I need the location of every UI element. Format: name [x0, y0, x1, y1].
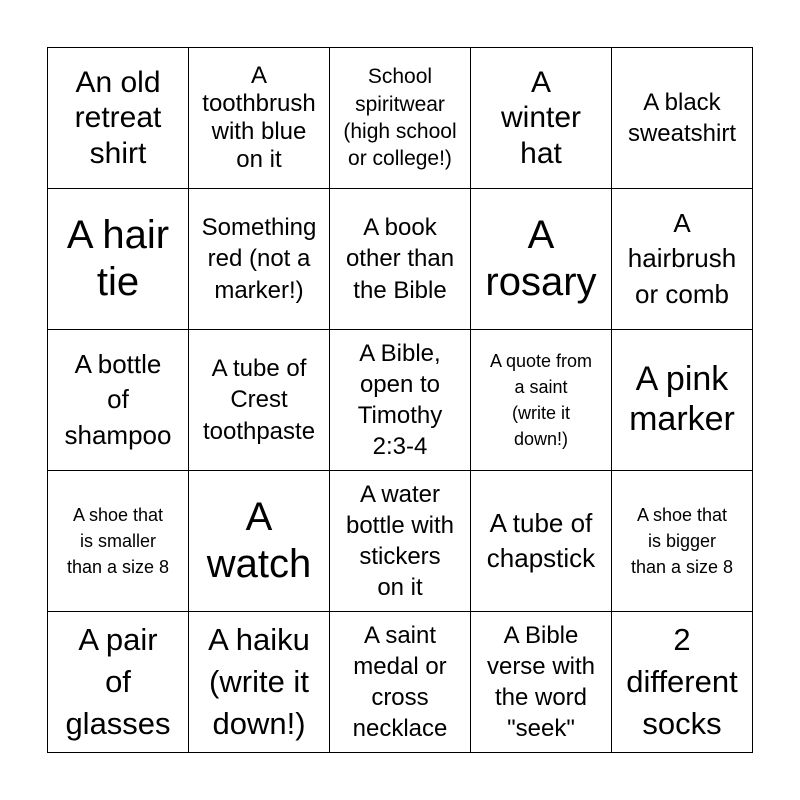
cell-text: A hairbrush or comb: [627, 208, 737, 309]
cell-text: A quote from a saint (write it down!): [489, 350, 593, 450]
cell-text: A rosary: [485, 213, 597, 304]
bingo-cell[interactable]: [471, 189, 612, 330]
bingo-cell[interactable]: [612, 48, 753, 189]
cell-text: 2 different socks: [626, 622, 738, 741]
cell-text: A saint medal or cross necklace: [352, 621, 448, 743]
bingo-cell[interactable]: [612, 330, 753, 471]
cell-text: A pair of glasses: [65, 622, 171, 741]
bingo-cell[interactable]: [612, 612, 753, 753]
bingo-cell[interactable]: [189, 330, 330, 471]
bingo-cell[interactable]: [471, 48, 612, 189]
cell-text: A watch: [206, 495, 312, 586]
cell-text: A haiku (write it down!): [208, 622, 310, 741]
bingo-cell[interactable]: [612, 189, 753, 330]
bingo-cell[interactable]: [48, 48, 189, 189]
bingo-cell[interactable]: [189, 471, 330, 612]
bingo-cell[interactable]: [48, 189, 189, 330]
cell-text: A book other than the Bible: [345, 214, 455, 304]
cell-text: A Bible verse with the word "seek": [486, 621, 596, 743]
cell-text: An old retreat shirt: [74, 66, 162, 170]
cell-text: A shoe that is bigger than a size 8: [630, 504, 734, 578]
bingo-cell[interactable]: [471, 330, 612, 471]
cell-text: A winter hat: [500, 66, 582, 170]
cell-text: A tube of chapstick: [486, 507, 596, 573]
bingo-cell[interactable]: [330, 189, 471, 330]
bingo-cell[interactable]: [48, 471, 189, 612]
bingo-cell[interactable]: [48, 612, 189, 753]
cell-text: A tube of Crest toothpaste: [202, 355, 316, 445]
cell-text: A black sweatshirt: [627, 88, 737, 147]
bingo-cell[interactable]: [612, 471, 753, 612]
bingo-cell[interactable]: [189, 48, 330, 189]
bingo-cell[interactable]: [189, 189, 330, 330]
bingo-cell[interactable]: [471, 471, 612, 612]
cell-text: School spiritwear (high school or college!): [343, 65, 457, 171]
cell-text: A shoe that is smaller than a size 8: [66, 504, 170, 578]
bingo-board: [47, 47, 753, 753]
bingo-cell[interactable]: [330, 330, 471, 471]
cell-text: A water bottle with stickers on it: [345, 480, 455, 602]
cell-text: A bottle of shampoo: [64, 349, 172, 450]
bingo-cell[interactable]: [189, 612, 330, 753]
bingo-cell[interactable]: [330, 48, 471, 189]
bingo-cell[interactable]: [330, 471, 471, 612]
cell-text: A hair tie: [66, 213, 170, 304]
cell-text: A Bible, open to Timothy 2:3-4: [357, 339, 443, 461]
cell-text: A toothbrush with blue on it: [202, 61, 316, 174]
bingo-cell[interactable]: [48, 330, 189, 471]
bingo-cell[interactable]: [330, 612, 471, 753]
cell-text: Something red (not a marker!): [201, 214, 317, 304]
cell-text: A pink marker: [629, 360, 735, 438]
bingo-cell[interactable]: [471, 612, 612, 753]
